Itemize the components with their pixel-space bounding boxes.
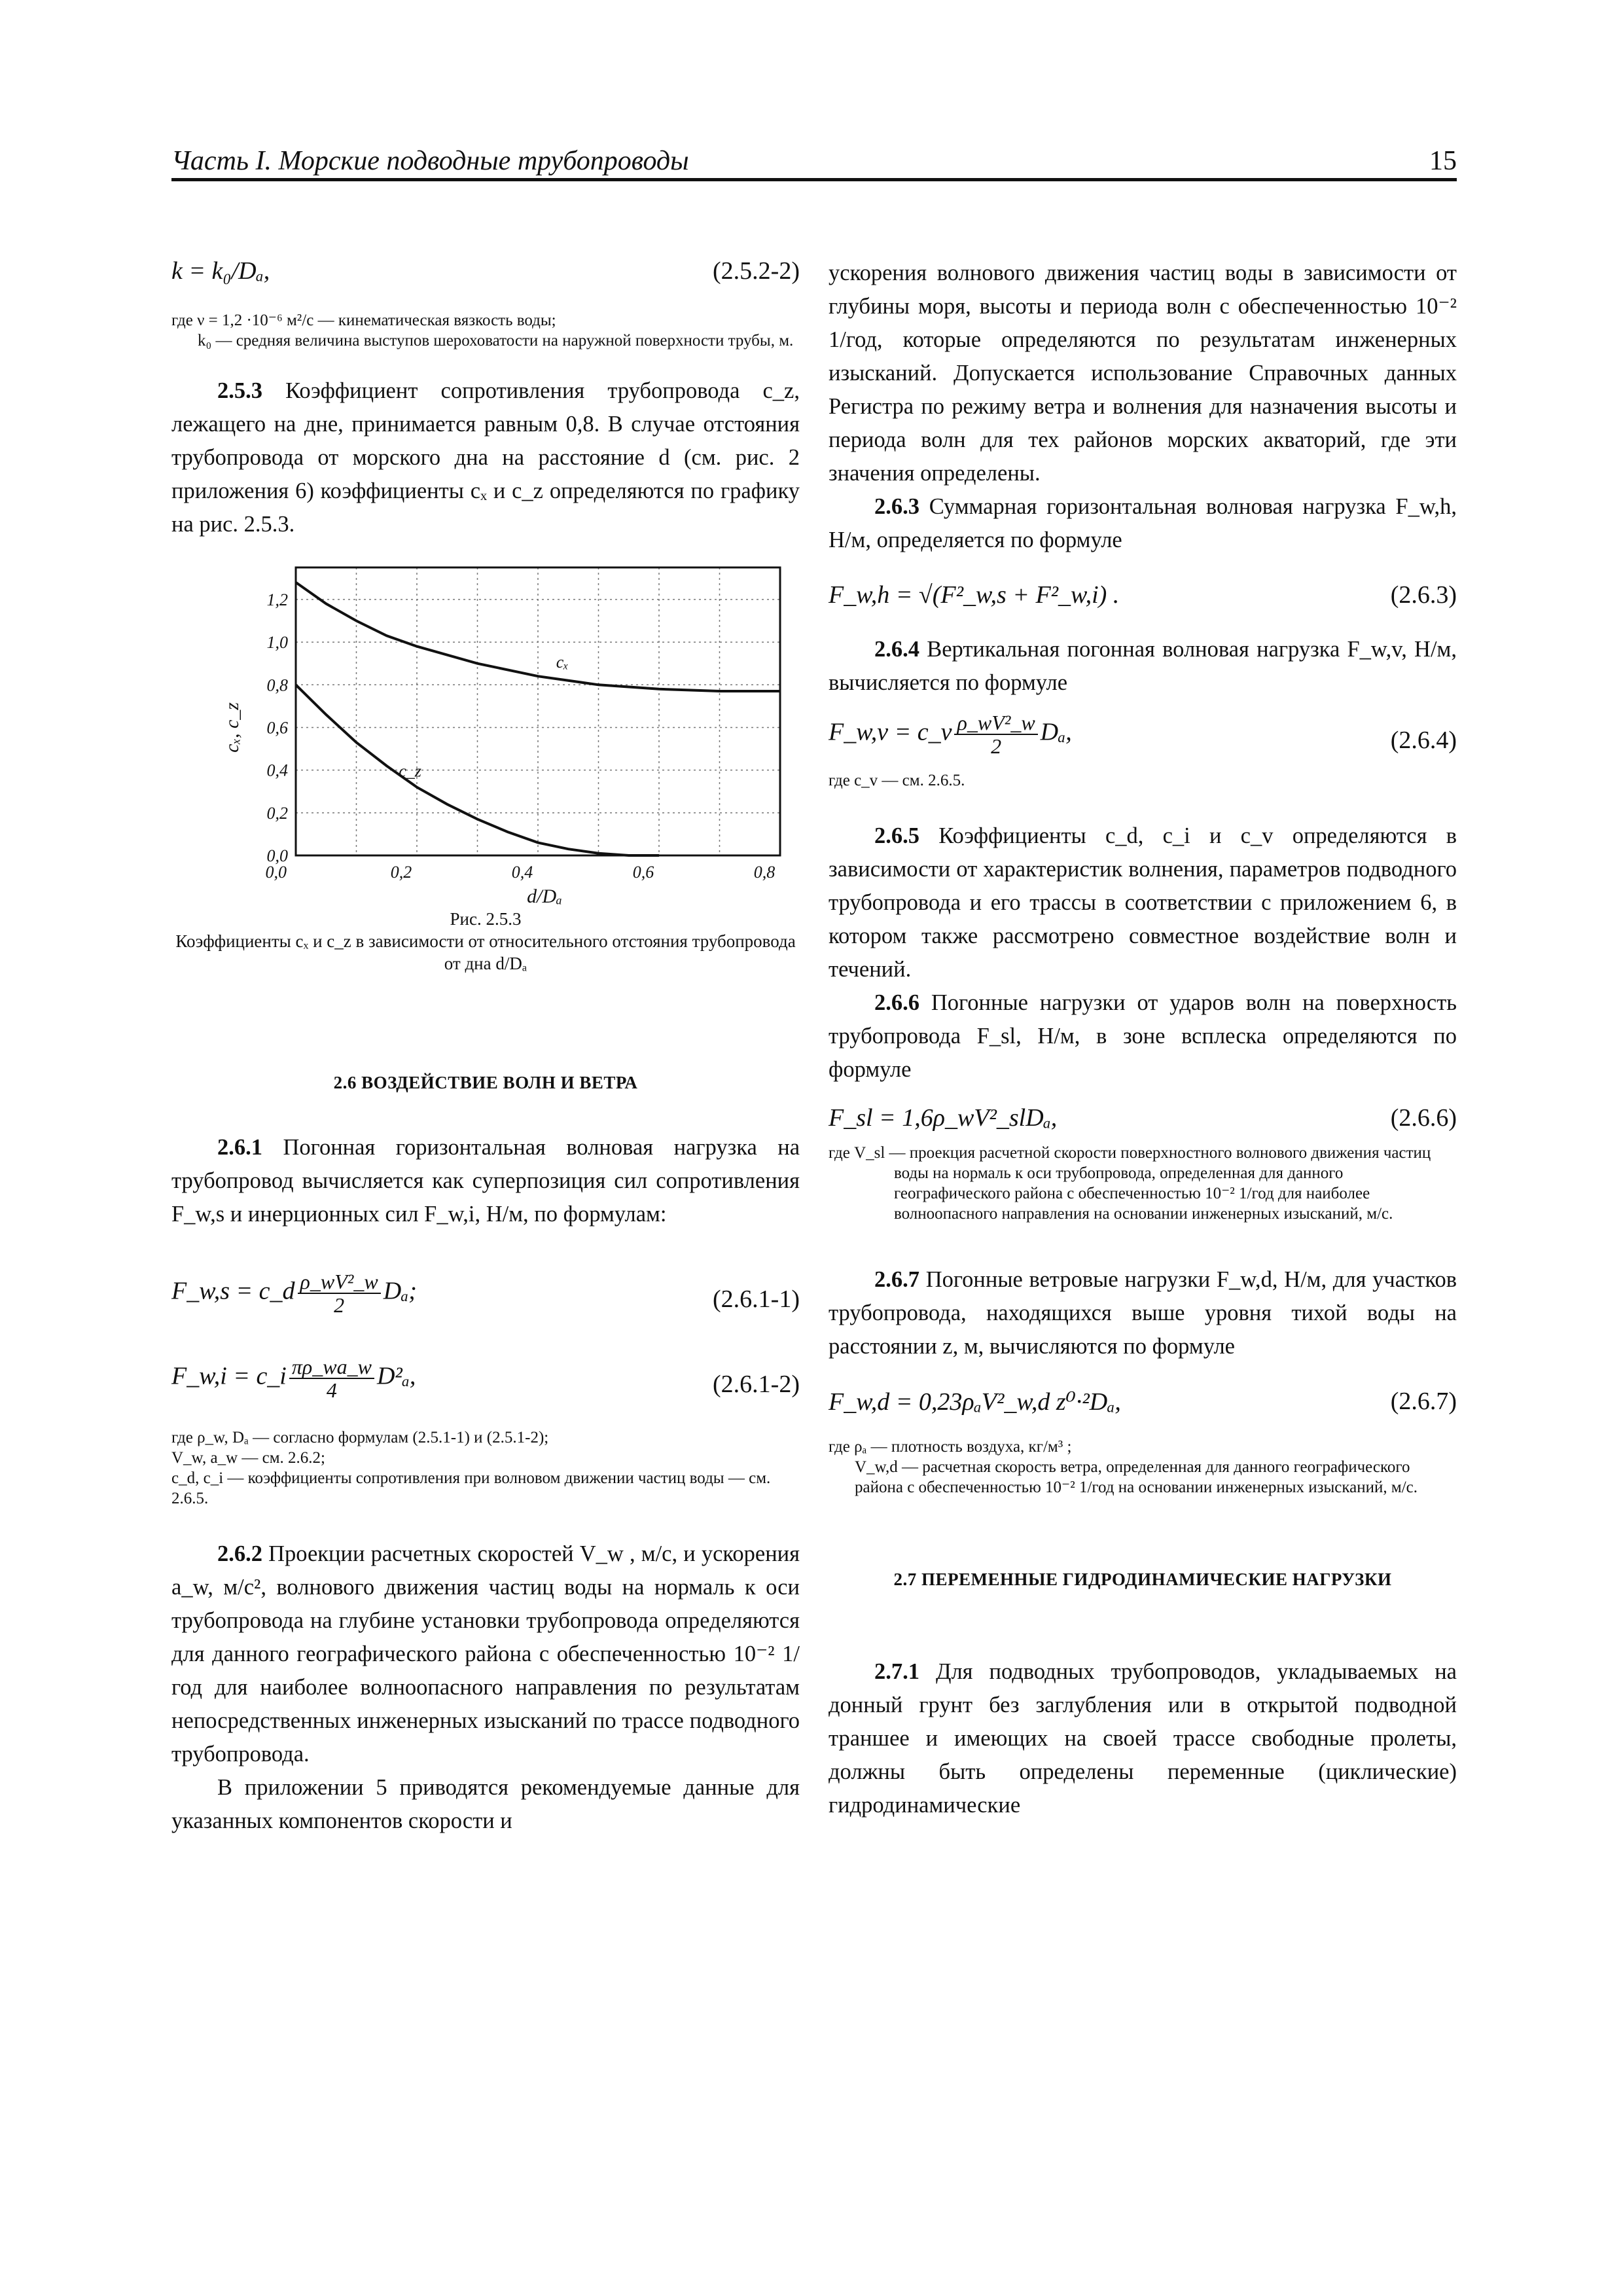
equation-number: (2.6.1-2) <box>713 1371 800 1398</box>
equation-2-6-4 <box>829 711 1457 770</box>
y-tick-label: 0,6 <box>266 718 288 738</box>
equation-body: k = k₀/Dₐ, <box>171 257 270 285</box>
equation-number: (2.6.6) <box>1390 1104 1457 1132</box>
y-tick-label: 1,0 <box>266 633 288 653</box>
equation-body: F_w,h = √(F²_w,s + F²_w,i) . <box>829 581 1120 609</box>
equation-2-6-3 <box>829 581 1457 620</box>
where-line: где V_sl — проекция расчетной скорости поверхностного волнового движения частиц воды на нормаль к оси трубопровода, определенная для данного географического района с обеспеченностью 10⁻² 1/год для наиболее волноопасного направления на основании инженерных изысканий, м/с. <box>829 1144 1431 1223</box>
equation-number: (2.5.2-2) <box>713 257 800 285</box>
header-title: Часть I. Морские подводные трубопроводы <box>171 146 689 176</box>
where-line: где ρₐ — плотность воздуха, кг/м³ ; <box>829 1438 1072 1456</box>
x-tick-label: 0,8 <box>753 863 776 882</box>
clause-number: 2.6.1 <box>217 1135 262 1160</box>
clause-number: 2.5.3 <box>217 378 262 403</box>
paragraph-text: Проекции расчетных скоростей V_w , м/с, и ускорения a_w, м/с², волнового движения частиц воды на нормаль к оси трубопровода на глубине установки трубопровода определяются для данного географического района с обеспеченностью 10⁻² 1/год для наиболее волноопасного направления по результатам непосредственных инженерных изысканий по трассе подводного трубопровода. <box>171 1541 800 1767</box>
equation-number: (2.6.4) <box>1390 726 1457 754</box>
x-tick-label: 0,6 <box>632 863 654 882</box>
left-column <box>171 257 800 1838</box>
where-line: где c_v — см. 2.6.5. <box>829 772 965 789</box>
clause-number: 2.6.3 <box>874 494 919 519</box>
paragraph-2-6-5 <box>829 819 1457 986</box>
section-heading-2-6: 2.6 ВОЗДЕЙСТВИЕ ВОЛН И ВЕТРА <box>333 1073 638 1092</box>
y-tick-label: 0,8 <box>266 675 288 695</box>
x-tick-label: 0,4 <box>511 863 533 882</box>
paragraph-2-6-3 <box>829 490 1457 557</box>
paragraph-2-6-1 <box>171 1131 800 1231</box>
equation-body: F_sl = 1,6ρ_wV²_slDₐ, <box>829 1104 1058 1132</box>
x-axis-label: d/Dₐ <box>527 886 562 907</box>
paragraph-text: Вертикальная погонная волновая нагрузка F_w,v, Н/м, вычисляется по формуле <box>829 637 1457 695</box>
clause-number: 2.6.4 <box>874 637 919 662</box>
paragraph-2-5-3 <box>171 374 800 541</box>
coefficient-chart <box>171 541 800 908</box>
paragraph-text: Погонные ветровые нагрузки F_w,d, Н/м, для участков трубопровода, находящихся выше уровня тихой воды на расстоянии z, м, вычисляются по формуле <box>829 1267 1457 1359</box>
paragraph-text: Суммарная горизонтальная волновая нагрузка F_w,h, Н/м, определяется по формуле <box>829 494 1457 552</box>
y-tick-label: 1,2 <box>266 590 288 609</box>
paragraph-text: Коэффициенты c_d, c_i и c_v определяются в зависимости от характеристик волнения, параметров подводного трубопровода и его трассы в соответствии с приложением 6, в котором также рассмотрено совместное воздействие волн и течений. <box>829 823 1457 982</box>
series-label: cₓ <box>556 653 569 672</box>
equation-2-6-7 <box>829 1387 1457 1426</box>
y-tick-label: 0,0 <box>266 846 288 865</box>
equation-body: F_w,i = c_i $\frac{\pi\rho\_wa\_w}{4}$ D²ₐ, <box>171 1355 416 1402</box>
figure-caption: Коэффициенты cₓ и c_z в зависимости от относительного отстояния трубопровода от дна d/Dₐ <box>175 931 796 973</box>
paragraph-2-6-7 <box>829 1263 1457 1363</box>
paragraph-text: Коэффициент сопротивления трубопровода c_z, лежащего на дне, принимается равным 0,8. В случае отстояния трубопровода от морского дна на расстояние d (см. рис. 2 приложения 6) коэффициенты cₓ и c_z определяются по графику на рис. 2.5.3. <box>171 378 800 537</box>
equation-number: (2.6.1-1) <box>713 1285 800 1313</box>
where-line: V_w,d — расчетная скорость ветра, определенная для данного географического района с обеспеченностью 10⁻² 1/год на основании инженерных изысканий, м/с. <box>855 1458 1418 1496</box>
equation-2-6-1-1 <box>171 1270 800 1329</box>
paragraph-2-6-6 <box>829 986 1457 1086</box>
paragraph-text: Для подводных трубопроводов, укладываемых на донный грунт без заглубления или в открытой подводной траншее и имеющих на своей трассе свободные пролеты, должны быть определены переменные (циклические) гидродинамические <box>829 1659 1457 1818</box>
where-line: k₀ — средняя величина выступов шероховатости на наружной поверхности трубы, м. <box>198 332 794 350</box>
header-rule <box>171 178 1457 181</box>
clause-number: 2.7.1 <box>874 1659 919 1684</box>
clause-number: 2.6.6 <box>874 990 919 1015</box>
where-line: где ρ_w, Dₐ — согласно формулам (2.5.1-1) и (2.5.1-2); <box>171 1429 549 1446</box>
y-tick-label: 0,2 <box>266 803 288 823</box>
equation-2-6-1-2 <box>171 1355 800 1414</box>
clause-number: 2.6.2 <box>217 1541 262 1566</box>
equation-body: F_w,d = 0,23ρₐV²_w,d z⁰·²Dₐ, <box>829 1388 1121 1416</box>
section-heading-2-7: 2.7 ПЕРЕМЕННЫЕ ГИДРОДИНАМИЧЕСКИЕ НАГРУЗКИ <box>893 1570 1392 1589</box>
clause-number: 2.6.5 <box>874 823 919 848</box>
y-tick-label: 0,4 <box>266 761 288 780</box>
right-column <box>829 257 1457 1822</box>
x-origin-label: 0,0 <box>265 863 287 882</box>
paragraph-2-6-2-cont: В приложении 5 приводятся рекомендуемые данные для указанных компонентов скорости и <box>171 1775 800 1833</box>
figure-number: Рис. 2.5.3 <box>450 909 522 929</box>
equation-number: (2.6.3) <box>1390 581 1457 609</box>
equation-number: (2.6.7) <box>1390 1388 1457 1415</box>
clause-number: 2.6.7 <box>874 1267 919 1292</box>
paragraph-2-6-2 <box>171 1537 800 1771</box>
where-line: где ν = 1,2 ·10⁻⁶ м²/с — кинематическая вязкость воды; <box>171 312 556 329</box>
paragraph-2-7-1 <box>829 1655 1457 1822</box>
equation-2-5-2-2 <box>171 257 800 296</box>
y-axis-label: cₓ, c_z <box>221 702 243 753</box>
equation-body: F_w,v = c_v $\frac{\text{ρ\_wV²\_w}}{2}$ Dₐ, <box>829 711 1072 758</box>
series-label: c_z <box>399 761 421 781</box>
x-tick-label: 0,2 <box>390 863 412 882</box>
where-line: V_w, a_w — см. 2.6.2; <box>171 1449 325 1467</box>
where-line: c_d, c_i — коэффициенты сопротивления при волновом движении частиц воды — см. 2.6.5. <box>171 1469 771 1507</box>
equation-body: F_w,s = c_d $\frac{\text{ρ\_wV²\_w}}{2}$ Dₐ; <box>171 1270 417 1317</box>
page-number: 15 <box>1429 146 1457 176</box>
paragraph-2-6-4 <box>829 633 1457 700</box>
paragraph-continued: ускорения волнового движения частиц воды в зависимости от глубины моря, высоты и периода волн с обеспеченностью 10⁻² 1/год, которые определяются по результатам инженерных изысканий. Допускается использование Справочных данных Регистра по режиму ветра и волнения для назначения высоты и периода волн для тех районов морских акваторий, где эти значения определены. <box>829 260 1457 486</box>
paragraph-text: Погонные нагрузки от ударов волн на поверхность трубопровода F_sl, Н/м, в зоне всплеска определяются по формуле <box>829 990 1457 1082</box>
equation-2-6-6 <box>829 1103 1457 1143</box>
paragraph-text: Погонная горизонтальная волновая нагрузка на трубопровод вычисляется как суперпозиция сил сопротивления F_w,s и инерционных сил F_w,i, Н/м, по формулам: <box>171 1135 800 1227</box>
